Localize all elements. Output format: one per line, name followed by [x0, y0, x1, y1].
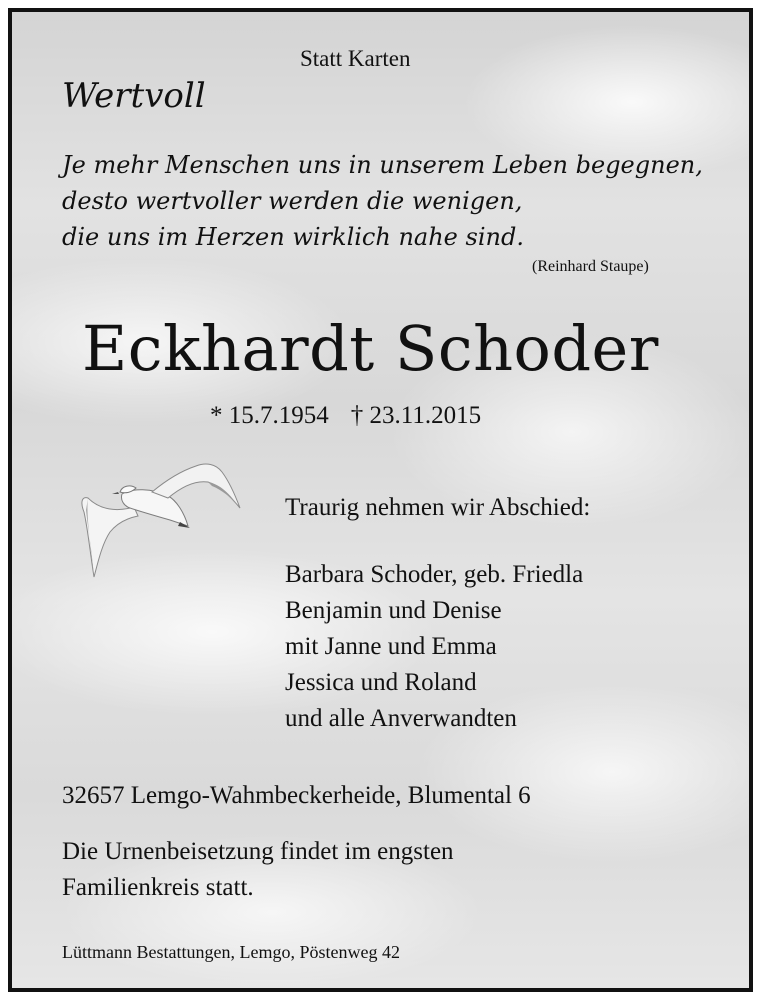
- quote-line: desto wertvoller werden die wenigen,: [62, 187, 523, 215]
- death-date: † 23.11.2015: [350, 402, 482, 429]
- headline: Wertvoll: [62, 76, 206, 116]
- quote: [62, 147, 703, 255]
- birth-date: * 15.7.1954: [210, 402, 329, 429]
- life-dates: [210, 402, 481, 430]
- header-line: Statt Karten: [300, 46, 411, 71]
- family-member: Benjamin und Denise: [285, 597, 502, 624]
- deceased-name: Eckhardt Schoder: [82, 312, 659, 385]
- quote-line: die uns im Herzen wirklich nahe sind.: [62, 223, 524, 251]
- burial-notice: [62, 834, 454, 906]
- family-list: [285, 557, 583, 737]
- quote-attribution: (Reinhard Staupe): [532, 258, 649, 275]
- family-member: Barbara Schoder, geb. Friedla: [285, 561, 584, 588]
- quote-line: Je mehr Menschen uns in unserem Leben begegnen,: [62, 151, 703, 179]
- burial-line: Die Urnenbeisetzung findet im engsten: [62, 838, 454, 865]
- burial-line: Familienkreis statt.: [62, 874, 254, 901]
- undertaker: Lüttmann Bestattungen, Lemgo, Pöstenweg 42: [62, 942, 400, 962]
- obituary-notice: [8, 8, 753, 992]
- family-member: mit Janne und Emma: [285, 633, 497, 660]
- mourning-line: Traurig nehmen wir Abschied:: [285, 494, 591, 521]
- family-member: und alle Anverwandten: [285, 705, 517, 732]
- family-member: Jessica und Roland: [285, 669, 477, 696]
- address: 32657 Lemgo-Wahmbeckerheide, Blumental 6: [62, 782, 531, 809]
- seagull-icon: [72, 452, 242, 582]
